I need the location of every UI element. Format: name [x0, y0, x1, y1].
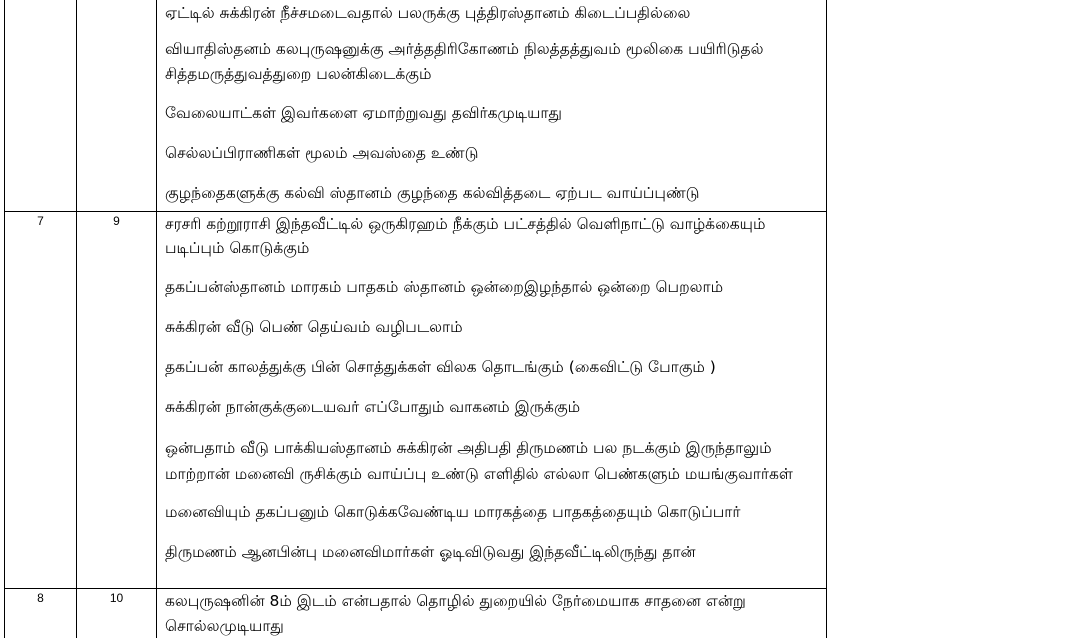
text-line: வேலையாட்கள் இவர்களை ஏமாற்றுவது தவிர்கமுடியாது — [165, 104, 562, 122]
rasi-number-cell — [77, 0, 157, 212]
text-line: திருமணம் ஆனபின்பு மனைவிமார்கள் ஓடிவிடுவது இந்தவீட்டிலிருந்து தான் — [165, 543, 696, 561]
text-line: கலபுருஷனின் 8ம் இடம் என்பதால் தொழில் துறையில் நேர்மையாக சாதனை என்று சொல்லமுடியாது — [165, 592, 746, 635]
house-number-cell — [5, 0, 77, 212]
table-row — [5, 212, 827, 589]
text-line: குழந்தைகளுக்கு கல்வி ஸ்தானம் குழந்தை கல்வித்தடை ஏற்பட வாய்ப்புண்டு — [165, 184, 700, 202]
house-number-cell: 7 — [5, 212, 77, 589]
table-row — [5, 589, 827, 638]
rasi-number-cell: 10 — [77, 589, 157, 638]
text-line: சுக்கிரன் வீடு பெண் தெய்வம் வழிபடலாம் — [165, 318, 463, 336]
text-line: மனைவியும் தகப்பனும் கொடுக்கவேண்டிய மாரகத்தை பாதகத்தையும் கொடுப்பார் — [165, 503, 741, 521]
rasi-number-cell: 9 — [77, 212, 157, 589]
text-line: சரசரி கற்றூராசி இந்தவீட்டில் ஒருகிரஹம் நீக்கும் பட்சத்தில் வெளிநாட்டு வாழ்க்கையும் படிப்பும் கொடுக்கும் — [165, 215, 766, 257]
text-line: தகப்பன் காலத்துக்கு பின் சொத்துக்கள் விலக தொடங்கும் (கைவிட்டு போகும் ) — [165, 358, 716, 376]
text-line: சுக்கிரன் நான்குக்குடையவர் எப்போதும் வாகனம் இருக்கும் — [165, 398, 581, 416]
table-row — [5, 0, 827, 212]
horoscope-table — [4, 0, 827, 638]
text-line: ஏட்டில் சுக்கிரன் நீச்சமடைவதால் பலருக்கு புத்திரஸ்தானம் கிடைப்பதில்லை — [165, 4, 691, 22]
description-cell — [157, 589, 827, 638]
text-line: வியாதிஸ்தனம் கலபுருஷனுக்கு அர்த்ததிரிகோணம் நிலத்தத்துவம் மூலிகை பயிரிடுதல் சித்தமருத்துவத்துறை பலன்கிடைக்கும் — [165, 40, 764, 83]
house-number-cell: 8 — [5, 589, 77, 638]
text-line: ஒன்பதாம் வீடு பாக்கியஸ்தானம் சுக்கிரன் அதிபதி திருமணம் பல நடக்கும் இருந்தாலும் மாற்றான் மனைவி ருசிக்கும் வாய்ப்பு உண்டு எளிதில் எல்லா பெண்களும் மயங்குவார்கள் — [165, 439, 793, 483]
text-line: தகப்பன்ஸ்தானம் மாரகம் பாதகம் ஸ்தானம் ஒன்றைஇழந்தால் ஒன்றை பெறலாம் — [165, 278, 724, 296]
text-line: செல்லப்பிராணிகள் மூலம் அவஸ்தை உண்டு — [165, 144, 479, 162]
description-cell — [157, 212, 827, 589]
description-cell — [157, 0, 827, 212]
